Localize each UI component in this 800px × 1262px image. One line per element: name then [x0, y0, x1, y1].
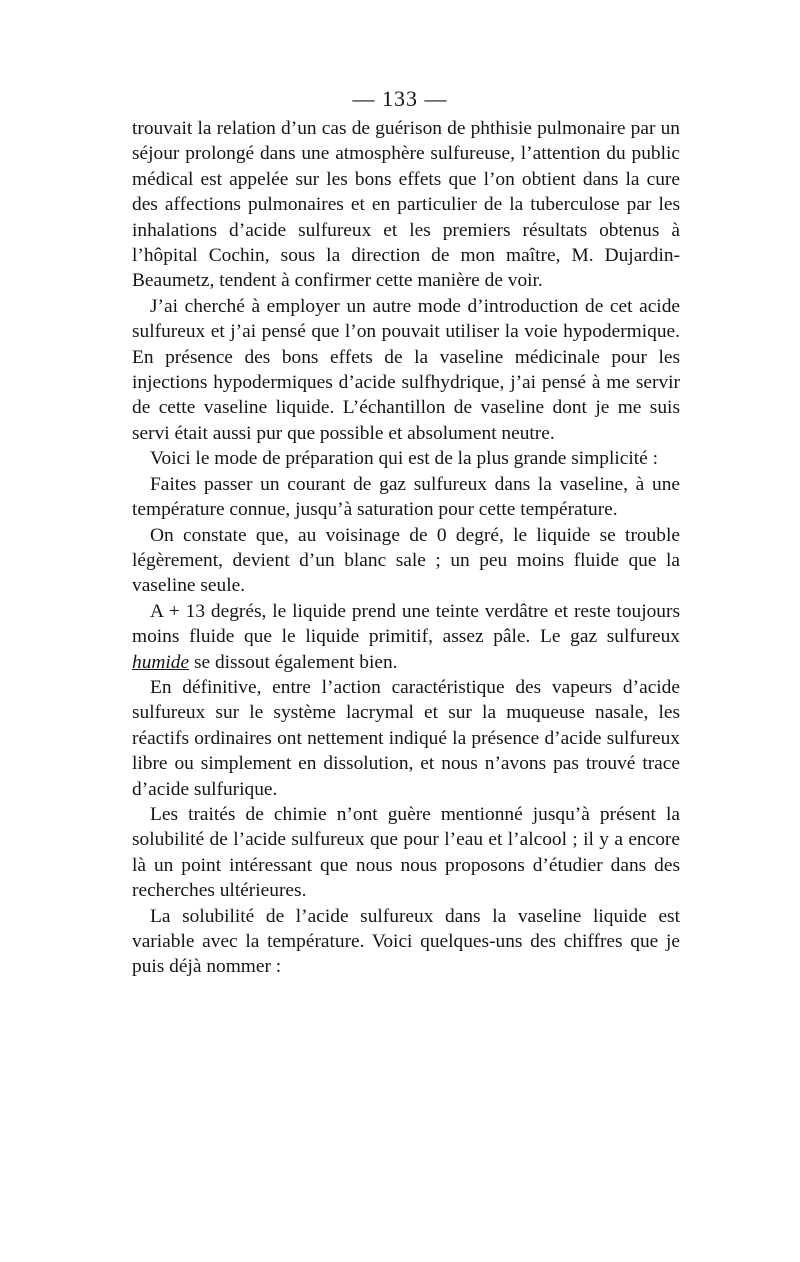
- paragraph-6: [132, 599, 680, 675]
- paragraph-9: La solubilité de l’acide sulfureux dans la vaseline liquide est variable avec la température. Voici quelques-uns des chiffres que je puis déjà nommer :: [132, 905, 680, 978]
- paragraph-6-text-before: A + 13 degrés, le liquide prend une teinte verdâtre et reste toujours moins fluide que le liquide primitif, assez pâle. Le gaz sulfureux: [132, 600, 680, 648]
- paragraph-3: Voici le mode de préparation qui est de la plus grande simplicité :: [150, 448, 658, 470]
- paragraph-6-text-after: se dissout également bien.: [189, 651, 398, 673]
- body-text: [132, 116, 680, 980]
- page-number: — 133 —: [352, 86, 448, 111]
- paragraph-1: trouvait la relation d’un cas de guérison de phthisie pulmonaire par un séjour prolongé dans une atmosphère sulfureuse, l’attention du public médical est appelée sur les bons effets que l’on obtient dans la cure des affections pulmonaires et en particulier de la tuberculose par les inhalations d’acide sulfureux et les premiers résultats obtenus à l’hôpital Cochin, sous la direction de mon maître, M. Dujardin-Beaumetz, tendent à confirmer cette manière de voir.: [132, 118, 680, 292]
- paragraph-4: Faites passer un courant de gaz sulfureux dans la vaseline, à une température connue, jusqu’à saturation pour cette température.: [132, 473, 680, 521]
- paragraph-5: On constate que, au voisinage de 0 degré, le liquide se trouble légèrement, devient d’un blanc sale ; un peu moins fluide que la vaseline seule.: [132, 524, 680, 597]
- emphasis-humide: humide: [132, 651, 190, 673]
- paragraph-8: Les traités de chimie n’ont guère mentionné jusqu’à présent la solubilité de l’acide sulfureux que pour l’eau et l’alcool ; il y a encore là un point intéressant que nous nous proposons d’étudier dans des recherches ultérieures.: [132, 803, 680, 902]
- paragraph-2: J’ai cherché à employer un autre mode d’introduction de cet acide sulfureux et j’ai pensé que l’on pouvait utiliser la voie hypodermique. En présence des bons effets de la vaseline médicinale pour les injections hypodermiques d’acide sulfhydrique, j’ai pensé à me servir de cette vaseline liquide. L’échantillon de vaseline dont je me suis servi était aussi pur que possible et absolument neutre.: [132, 295, 680, 444]
- paragraph-7: En définitive, entre l’action caractéristique des vapeurs d’acide sulfureux sur le système lacrymal et sur la muqueuse nasale, les réactifs ordinaires ont nettement indiqué la présence d’acide sulfureux libre ou simplement en dissolution, et nous n’avons pas trouvé trace d’acide sulfurique.: [132, 676, 680, 800]
